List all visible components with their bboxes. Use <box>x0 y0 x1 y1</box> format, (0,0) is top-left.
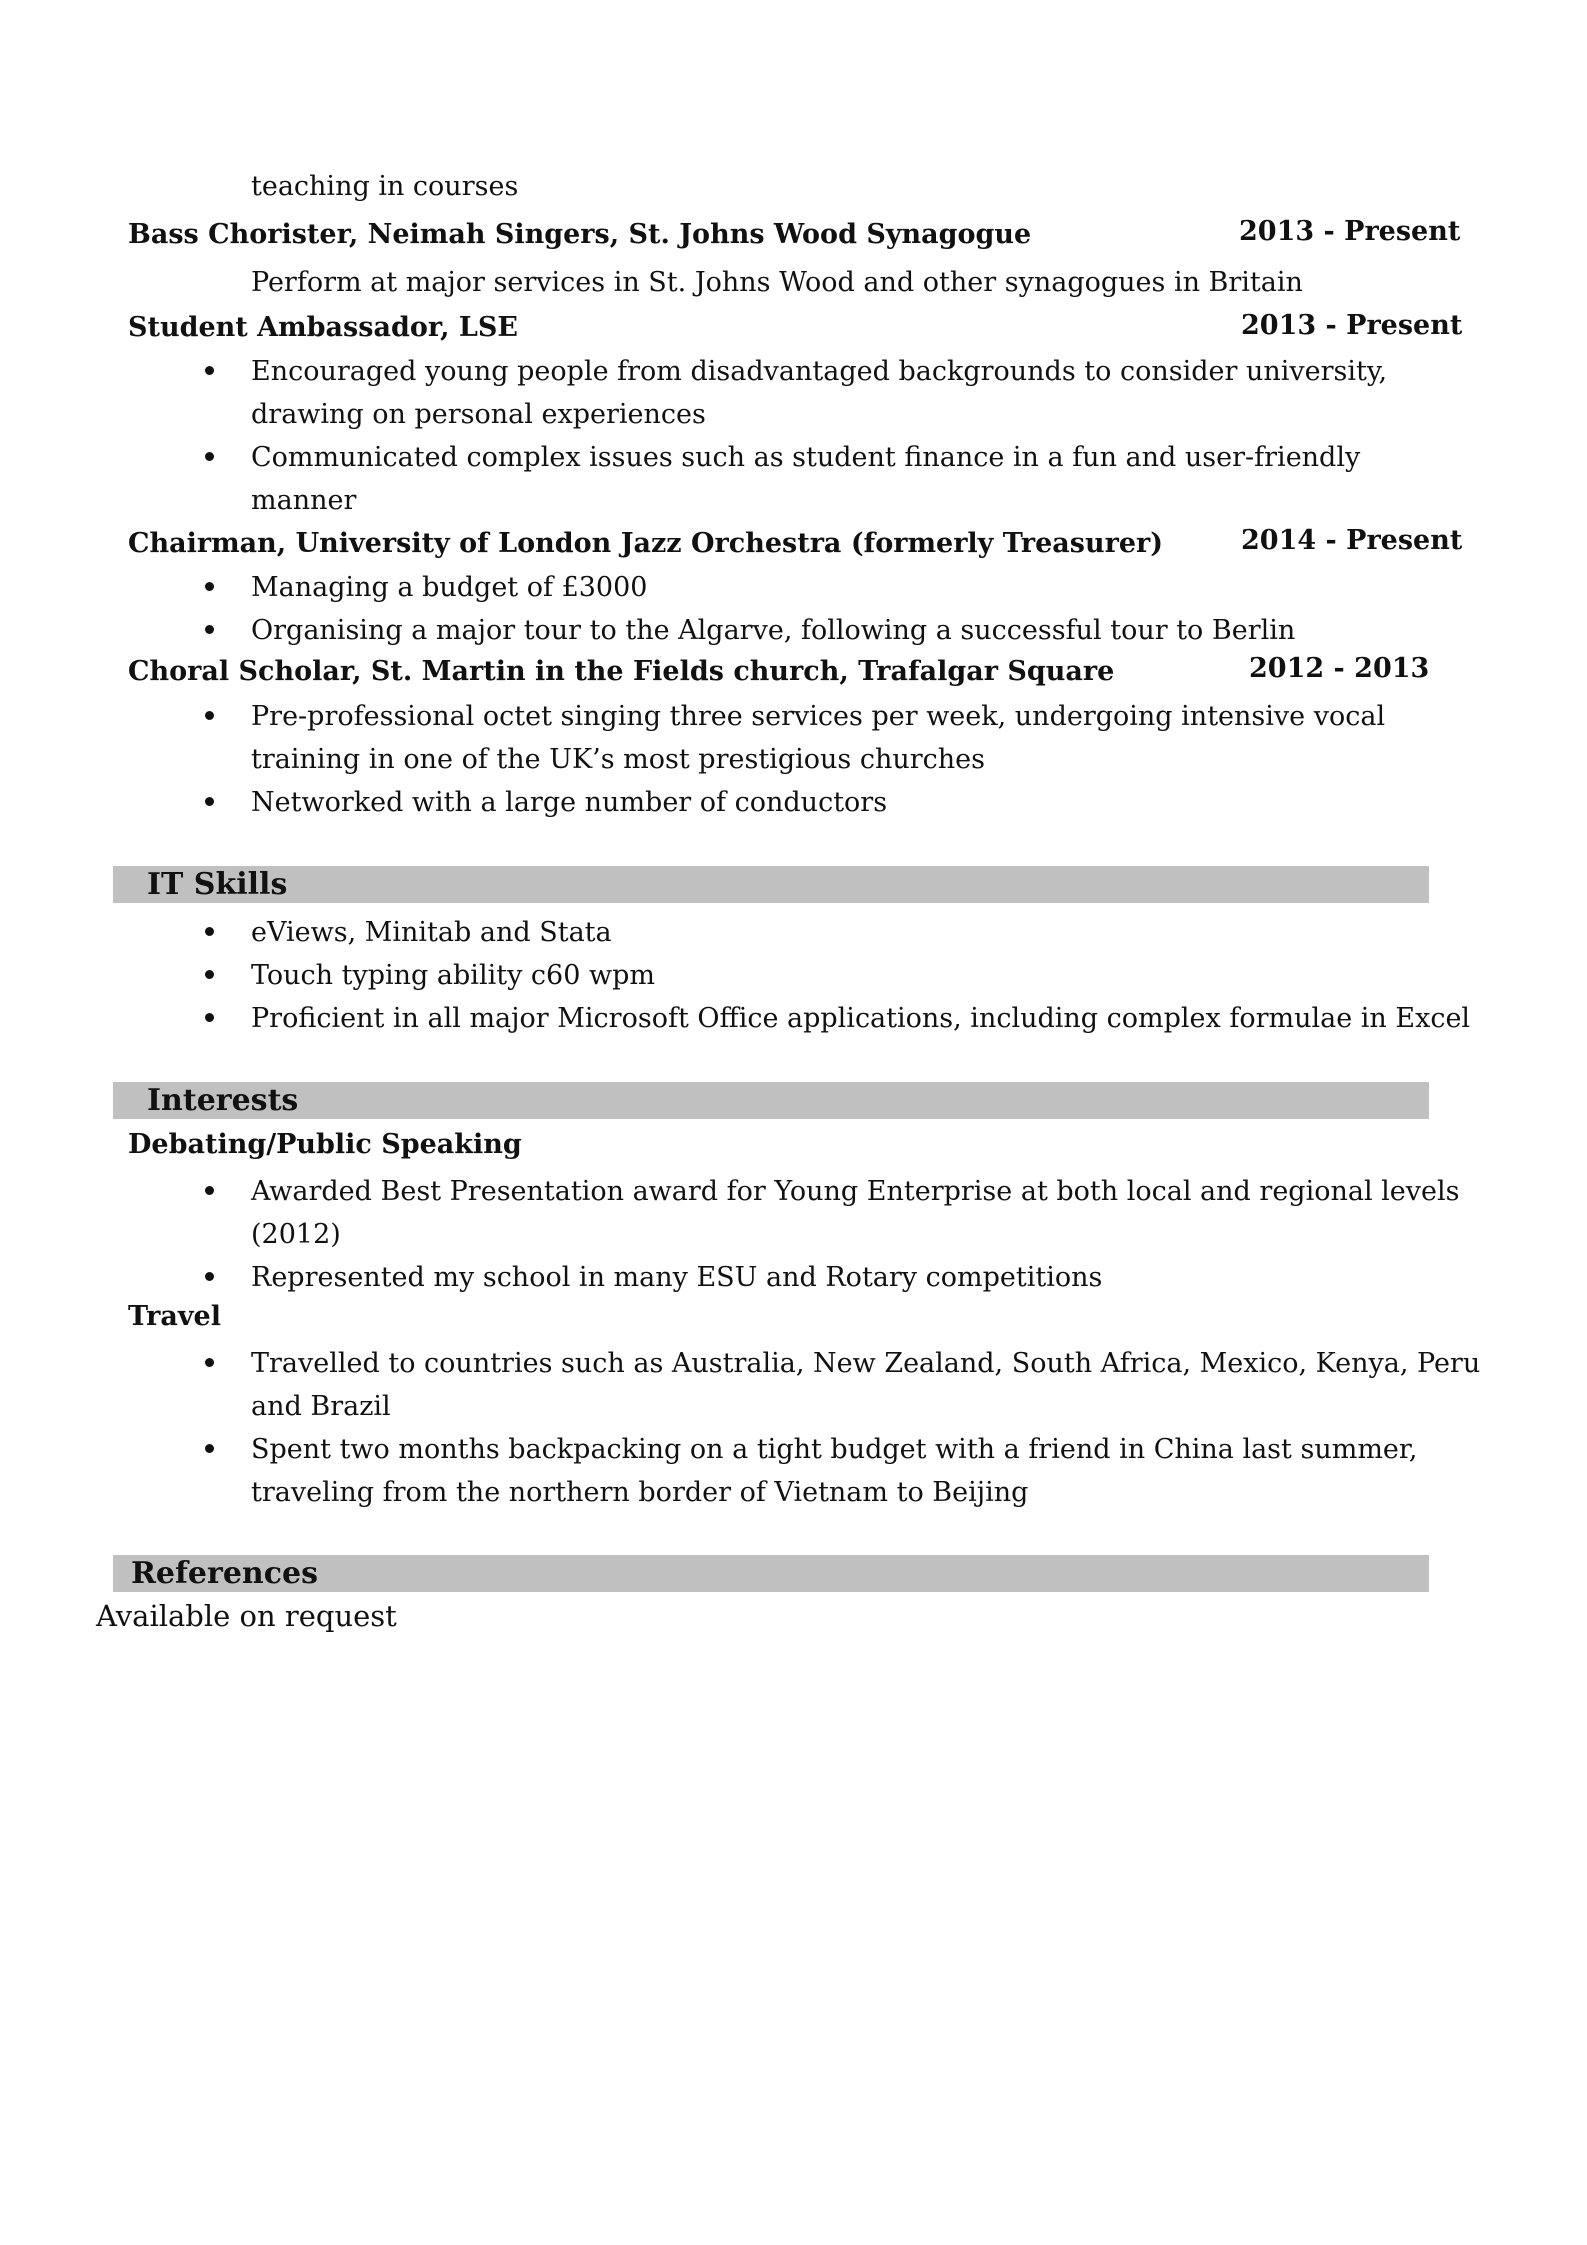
section-header-bar <box>113 1082 1429 1119</box>
bullet-icon <box>205 927 214 936</box>
bullet-item-continued: training in one of the UK’s most prestigious churches <box>251 744 985 775</box>
bullet-icon <box>205 1272 214 1281</box>
bullet-item: Managing a budget of £3000 <box>251 572 648 603</box>
entry-dates: 2012 - 2013 <box>1249 653 1430 684</box>
skill-item: Proficient in all major Microsoft Office applications, including complex formulae in Excel <box>251 1003 1471 1034</box>
skill-item: Touch typing ability c60 wpm <box>251 960 655 991</box>
bullet-icon <box>205 452 214 461</box>
interest-item-continued: and Brazil <box>251 1391 391 1422</box>
bullet-icon <box>205 970 214 979</box>
skill-item: eViews, Minitab and Stata <box>251 917 612 948</box>
section-header-bar <box>113 866 1429 903</box>
entry-dates: 2013 - Present <box>1241 310 1463 341</box>
bullet-icon <box>205 1444 214 1453</box>
entry-title: Bass Chorister, Neimah Singers, St. Johns Wood Synagogue <box>128 219 1032 250</box>
bullet-icon <box>205 366 214 375</box>
entry-dates: 2014 - Present <box>1241 525 1463 556</box>
entry-title: Choral Scholar, St. Martin in the Fields church, Trafalgar Square <box>128 656 1115 687</box>
continuation-text: teaching in courses <box>251 171 519 202</box>
bullet-item: Pre-professional octet singing three services per week, undergoing intensive vocal <box>251 701 1386 732</box>
section-title-interests: Interests <box>147 1083 299 1118</box>
bullet-item: Organising a major tour to the Algarve, following a successful tour to Berlin <box>251 615 1296 646</box>
bullet-icon <box>205 1358 214 1367</box>
bullet-icon <box>205 1013 214 1022</box>
bullet-icon <box>205 711 214 720</box>
bullet-item: Networked with a large number of conductors <box>251 787 888 818</box>
references-text: Available on request <box>96 1599 397 1633</box>
section-title-it-skills: IT Skills <box>147 867 288 902</box>
interest-group-label: Travel <box>128 1301 221 1332</box>
bullet-icon <box>205 625 214 634</box>
bullet-icon <box>205 582 214 591</box>
entry-dates: 2013 - Present <box>1239 216 1461 247</box>
bullet-item-continued: manner <box>251 485 357 516</box>
bullet-item: Communicated complex issues such as student finance in a fun and user-friendly <box>251 442 1361 473</box>
interest-item: Awarded Best Presentation award for Young Enterprise at both local and regional levels <box>251 1176 1460 1207</box>
bullet-item: Encouraged young people from disadvantaged backgrounds to consider university, <box>251 356 1388 387</box>
entry-description: Perform at major services in St. Johns Wood and other synagogues in Britain <box>251 267 1303 298</box>
interest-item-continued: (2012) <box>251 1219 341 1250</box>
entry-title: Chairman, University of London Jazz Orchestra (formerly Treasurer) <box>128 528 1164 559</box>
entry-title: Student Ambassador, LSE <box>128 312 518 343</box>
bullet-icon <box>205 797 214 806</box>
bullet-icon <box>205 1186 214 1195</box>
interest-item: Represented my school in many ESU and Rotary competitions <box>251 1262 1103 1293</box>
interest-item-continued: traveling from the northern border of Vietnam to Beijing <box>251 1477 1029 1508</box>
section-title-references: References <box>131 1556 318 1591</box>
interest-item: Travelled to countries such as Australia, New Zealand, South Africa, Mexico, Kenya, Peru <box>251 1348 1481 1379</box>
interest-item: Spent two months backpacking on a tight budget with a friend in China last summer, <box>251 1434 1418 1465</box>
bullet-item-continued: drawing on personal experiences <box>251 399 706 430</box>
interest-group-label: Debating/Public Speaking <box>128 1129 522 1160</box>
